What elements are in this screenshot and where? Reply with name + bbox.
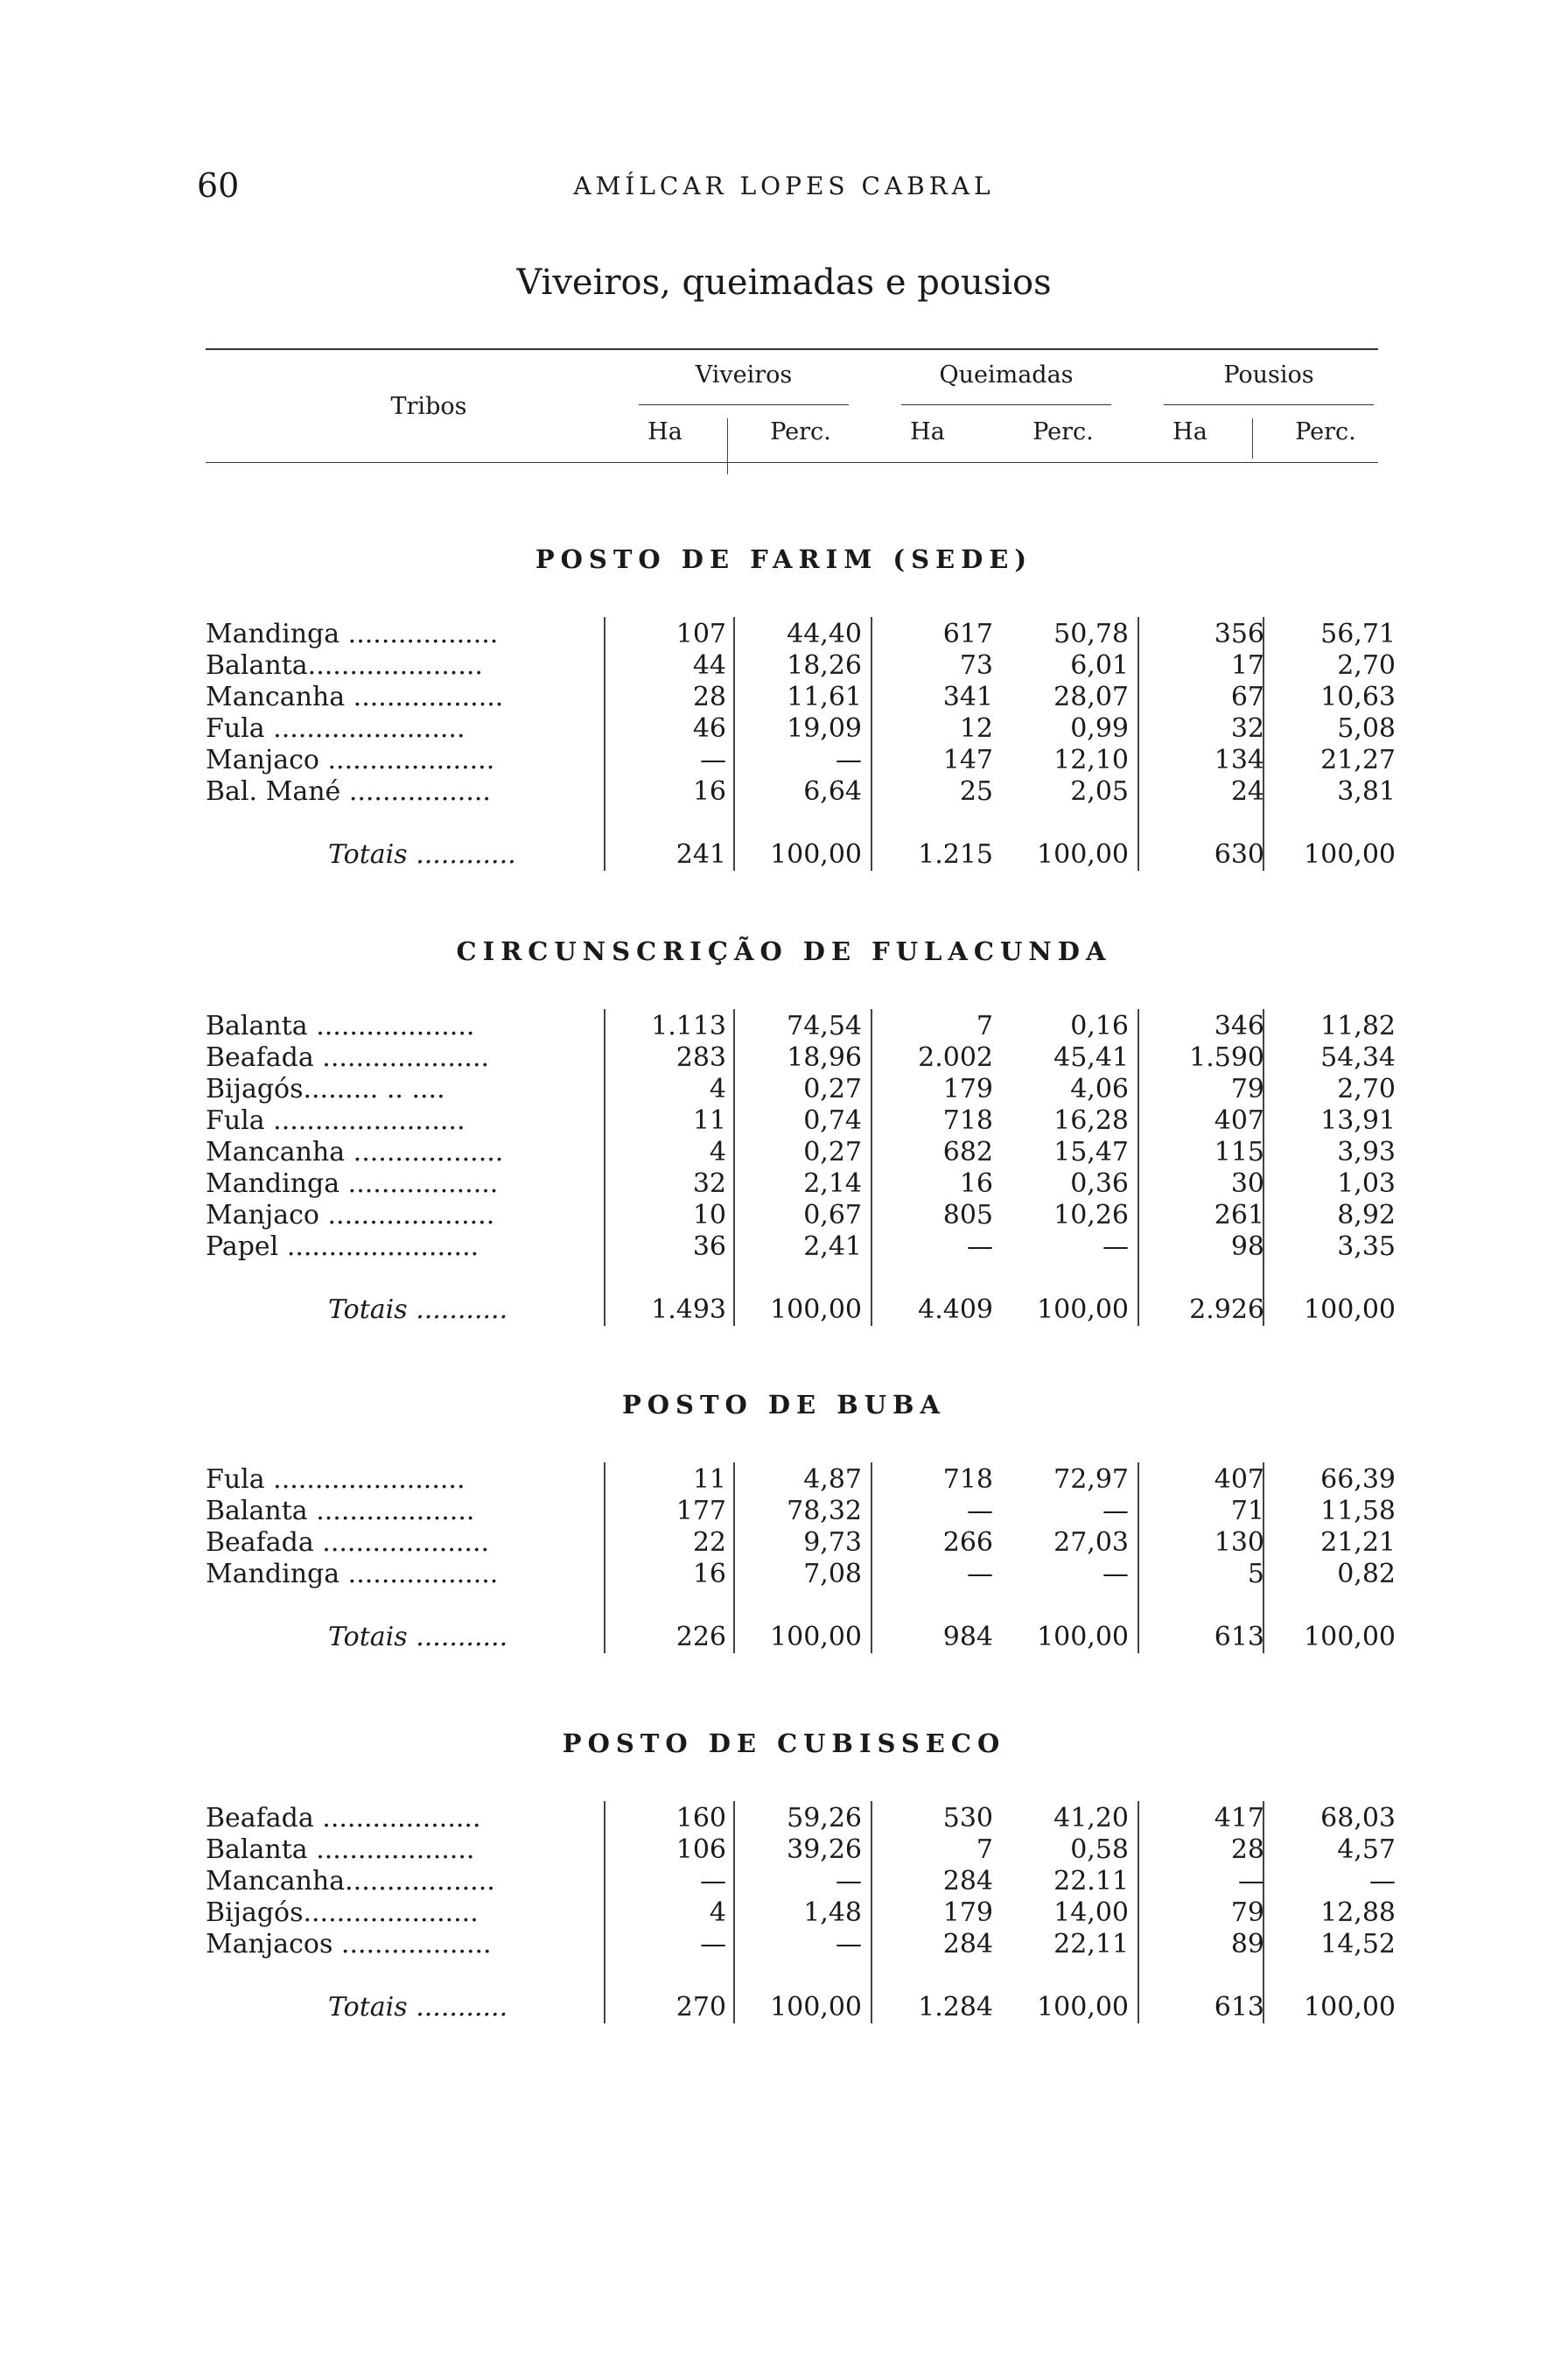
viveiros-perc-cell: 18,96 — [787, 1042, 862, 1073]
viveiros-perc-cell: 0,27 — [803, 1137, 862, 1167]
queimadas-ha-cell: 341 — [942, 682, 993, 712]
tribe-name-cell: Bal. Mané ................. — [206, 776, 491, 807]
pousios-perc-cell: 8,92 — [1337, 1200, 1396, 1231]
pousios-ha-cell: 130 — [1214, 1527, 1264, 1558]
table-title: Viveiros, queimadas e pousios — [516, 263, 1052, 303]
header-group-rule-viveiros — [639, 404, 849, 405]
pousios-perc-cell: 56,71 — [1320, 619, 1396, 649]
pousios-perc-cell: 11,82 — [1320, 1011, 1396, 1041]
queimadas-ha-cell: 25 — [959, 776, 993, 807]
table-row — [0, 1011, 1568, 1042]
column-divider — [733, 1801, 735, 2023]
tribe-name-cell: Mandinga .................. — [206, 1168, 499, 1199]
column-divider — [1138, 1801, 1139, 2023]
queimadas-perc-cell: — — [1102, 1231, 1129, 1262]
tribe-name-cell: Balanta ................... — [206, 1011, 475, 1041]
tribe-name-cell: Balanta ................... — [206, 1496, 475, 1526]
table-row — [0, 1074, 1568, 1105]
viveiros-perc-cell: 0,67 — [803, 1200, 862, 1231]
viveiros-ha-cell: 160 — [676, 1803, 726, 1834]
pousios-ha-cell: 417 — [1214, 1803, 1264, 1834]
viveiros-perc-cell: 9,73 — [803, 1527, 862, 1558]
tribe-name-cell: Mandinga .................. — [206, 1559, 499, 1589]
pousios-perc-cell: 2,70 — [1337, 1074, 1396, 1104]
queimadas-perc-cell: — — [1102, 1496, 1129, 1526]
header-bottom-rule — [206, 462, 1378, 463]
table-row — [0, 1137, 1568, 1168]
totals-label: Totais ........... — [328, 1992, 508, 2023]
viveiros-ha-cell: 10 — [692, 1200, 726, 1231]
section-title: POSTO DE BUBA — [621, 1390, 947, 1420]
column-divider — [871, 617, 872, 871]
header-divider-pousios — [1252, 418, 1253, 459]
pousios-ha-cell: 30 — [1230, 1168, 1264, 1199]
table-row — [0, 1866, 1568, 1897]
column-divider — [1263, 1801, 1264, 2023]
viveiros-perc-cell: 100,00 — [770, 1992, 862, 2023]
viveiros-perc-cell: 18,26 — [787, 650, 862, 681]
pousios-ha-cell: 71 — [1230, 1496, 1264, 1526]
queimadas-ha-cell: 1.284 — [918, 1992, 993, 2023]
column-divider — [1263, 617, 1264, 871]
queimadas-perc-cell: 22.11 — [1054, 1866, 1129, 1897]
queimadas-perc-cell: 0,16 — [1070, 1011, 1129, 1041]
queimadas-perc-cell: 2,05 — [1070, 776, 1129, 807]
pousios-ha-cell: 261 — [1214, 1200, 1264, 1231]
viveiros-ha-cell: 44 — [692, 650, 726, 681]
queimadas-ha-cell: 179 — [942, 1074, 993, 1104]
queimadas-ha-cell: — — [967, 1231, 993, 1262]
header-label-queimadas: Queimadas — [939, 361, 1074, 389]
pousios-perc-cell: 3,35 — [1337, 1231, 1396, 1262]
viveiros-ha-cell: 177 — [676, 1496, 726, 1526]
section-title: POSTO DE FARIM (SEDE) — [535, 544, 1033, 574]
tribe-name-cell: Beafada .................... — [206, 1042, 490, 1073]
queimadas-perc-cell: — — [1102, 1559, 1129, 1589]
table-row — [0, 745, 1568, 776]
table-row — [0, 650, 1568, 682]
queimadas-perc-cell: 100,00 — [1037, 1294, 1129, 1325]
header-perc-queimadas: Perc. — [1032, 418, 1094, 445]
pousios-ha-cell: 134 — [1214, 745, 1264, 775]
table-row — [0, 1803, 1568, 1834]
viveiros-ha-cell: 283 — [676, 1042, 726, 1073]
table-row — [0, 1559, 1568, 1590]
queimadas-perc-cell: 0,36 — [1070, 1168, 1129, 1199]
queimadas-ha-cell: 2.002 — [918, 1042, 993, 1073]
viveiros-ha-cell: 22 — [692, 1527, 726, 1558]
pousios-perc-cell: 66,39 — [1320, 1464, 1396, 1495]
viveiros-perc-cell: — — [836, 1866, 862, 1897]
viveiros-perc-cell: 6,64 — [803, 776, 862, 807]
pousios-perc-cell: 11,58 — [1320, 1496, 1396, 1526]
queimadas-ha-cell: 73 — [959, 650, 993, 681]
viveiros-ha-cell: 36 — [692, 1231, 726, 1262]
column-divider — [871, 1009, 872, 1326]
viveiros-perc-cell: 0,27 — [803, 1074, 862, 1104]
pousios-perc-cell: 54,34 — [1320, 1042, 1396, 1073]
viveiros-perc-cell: 74,54 — [787, 1011, 862, 1041]
queimadas-ha-cell: 284 — [942, 1929, 993, 1960]
tribe-name-cell: Manjacos .................. — [206, 1929, 492, 1960]
header-label-pousios: Pousios — [1223, 361, 1314, 389]
queimadas-perc-cell: 15,47 — [1054, 1137, 1129, 1167]
column-divider — [1263, 1009, 1264, 1326]
queimadas-perc-cell: 6,01 — [1070, 650, 1129, 681]
pousios-perc-cell: 1,03 — [1337, 1168, 1396, 1199]
queimadas-ha-cell: 984 — [942, 1622, 993, 1652]
tribe-name-cell: Mandinga .................. — [206, 619, 499, 649]
pousios-perc-cell: 100,00 — [1304, 1992, 1396, 2023]
column-divider — [871, 1462, 872, 1653]
pousios-ha-cell: 630 — [1214, 839, 1264, 870]
tribe-name-cell: Manjaco .................... — [206, 745, 495, 775]
queimadas-ha-cell: 7 — [976, 1011, 993, 1041]
viveiros-ha-cell: 4 — [709, 1897, 726, 1928]
pousios-perc-cell: 68,03 — [1320, 1803, 1396, 1834]
tribe-name-cell: Balanta..................... — [206, 650, 483, 681]
pousios-ha-cell: 356 — [1214, 619, 1264, 649]
tribe-name-cell: Fula ....................... — [206, 1105, 466, 1136]
pousios-perc-cell: 10,63 — [1320, 682, 1396, 712]
queimadas-ha-cell: 266 — [942, 1527, 993, 1558]
viveiros-ha-cell: 46 — [692, 713, 726, 744]
viveiros-ha-cell: 107 — [676, 619, 726, 649]
pousios-perc-cell: 13,91 — [1320, 1105, 1396, 1136]
tribe-name-cell: Balanta ................... — [206, 1834, 475, 1865]
queimadas-ha-cell: 284 — [942, 1866, 993, 1897]
viveiros-ha-cell: 1.113 — [651, 1011, 726, 1041]
pousios-perc-cell: 100,00 — [1304, 839, 1396, 870]
table-row — [0, 1527, 1568, 1559]
viveiros-perc-cell: 4,87 — [803, 1464, 862, 1495]
header-perc-pousios: Perc. — [1295, 418, 1356, 445]
viveiros-ha-cell: 16 — [692, 1559, 726, 1589]
table-row — [0, 1231, 1568, 1263]
viveiros-perc-cell: 11,61 — [787, 682, 862, 712]
header-perc-viveiros: Perc. — [770, 418, 831, 445]
queimadas-ha-cell: 147 — [942, 745, 993, 775]
viveiros-ha-cell: 241 — [676, 839, 726, 870]
tribe-name-cell: Fula ....................... — [206, 713, 466, 744]
pousios-perc-cell: 4,57 — [1337, 1834, 1396, 1865]
viveiros-perc-cell: — — [836, 1929, 862, 1960]
queimadas-perc-cell: 10,26 — [1054, 1200, 1129, 1231]
column-divider — [604, 617, 606, 871]
viveiros-perc-cell: 1,48 — [803, 1897, 862, 1928]
tribe-name-cell: Mancanha .................. — [206, 1137, 504, 1167]
table-row — [0, 776, 1568, 808]
queimadas-perc-cell: 0,58 — [1070, 1834, 1129, 1865]
pousios-ha-cell: 67 — [1230, 682, 1264, 712]
queimadas-ha-cell: 530 — [942, 1803, 993, 1834]
viveiros-ha-cell: — — [700, 1866, 726, 1897]
table-row — [0, 1897, 1568, 1929]
totals-row — [0, 839, 1568, 871]
pousios-ha-cell: 407 — [1214, 1464, 1264, 1495]
queimadas-ha-cell: 1.215 — [918, 839, 993, 870]
tribe-name-cell: Manjaco .................... — [206, 1200, 495, 1231]
header-divider-viveiros — [727, 418, 728, 474]
header-top-rule — [206, 348, 1378, 350]
pousios-perc-cell: 21,27 — [1320, 745, 1396, 775]
table-row — [0, 619, 1568, 650]
viveiros-perc-cell: 39,26 — [787, 1834, 862, 1865]
queimadas-perc-cell: 0,99 — [1070, 713, 1129, 744]
viveiros-ha-cell: 28 — [692, 682, 726, 712]
pousios-perc-cell: 3,93 — [1337, 1137, 1396, 1167]
column-divider — [604, 1009, 606, 1326]
viveiros-perc-cell: 2,14 — [803, 1168, 862, 1199]
queimadas-ha-cell: 16 — [959, 1168, 993, 1199]
queimadas-perc-cell: 41,20 — [1054, 1803, 1129, 1834]
pousios-ha-cell: 32 — [1230, 713, 1264, 744]
queimadas-ha-cell: 718 — [942, 1464, 993, 1495]
pousios-perc-cell: 100,00 — [1304, 1294, 1396, 1325]
table-row — [0, 1105, 1568, 1137]
pousios-ha-cell: 89 — [1230, 1929, 1264, 1960]
viveiros-perc-cell: 59,26 — [787, 1803, 862, 1834]
header-ha-viveiros: Ha — [648, 418, 682, 445]
pousios-ha-cell: 613 — [1214, 1622, 1264, 1652]
pousios-perc-cell: — — [1369, 1866, 1396, 1897]
queimadas-perc-cell: 45,41 — [1054, 1042, 1129, 1073]
viveiros-ha-cell: 11 — [692, 1464, 726, 1495]
viveiros-perc-cell: 100,00 — [770, 839, 862, 870]
viveiros-perc-cell: 7,08 — [803, 1559, 862, 1589]
column-divider — [871, 1801, 872, 2023]
column-divider — [733, 617, 735, 871]
pousios-ha-cell: 346 — [1214, 1011, 1264, 1041]
pousios-perc-cell: 3,81 — [1337, 776, 1396, 807]
queimadas-ha-cell: 682 — [942, 1137, 993, 1167]
queimadas-perc-cell: 12,10 — [1054, 745, 1129, 775]
pousios-ha-cell: 1.590 — [1189, 1042, 1264, 1073]
viveiros-ha-cell: 270 — [676, 1992, 726, 2023]
column-divider — [733, 1462, 735, 1653]
viveiros-ha-cell: — — [700, 1929, 726, 1960]
viveiros-ha-cell: 16 — [692, 776, 726, 807]
pousios-perc-cell: 21,21 — [1320, 1527, 1396, 1558]
column-divider — [1263, 1462, 1264, 1653]
viveiros-ha-cell: 106 — [676, 1834, 726, 1865]
pousios-ha-cell: 28 — [1230, 1834, 1264, 1865]
pousios-perc-cell: 0,82 — [1337, 1559, 1396, 1589]
viveiros-perc-cell: 0,74 — [803, 1105, 862, 1136]
queimadas-perc-cell: 100,00 — [1037, 839, 1129, 870]
tribe-name-cell: Bijagós..................... — [206, 1897, 479, 1928]
pousios-perc-cell: 2,70 — [1337, 650, 1396, 681]
viveiros-ha-cell: 4 — [709, 1137, 726, 1167]
pousios-ha-cell: 407 — [1214, 1105, 1264, 1136]
viveiros-ha-cell: 32 — [692, 1168, 726, 1199]
table-row — [0, 1929, 1568, 1960]
queimadas-ha-cell: 4.409 — [918, 1294, 993, 1325]
table-row — [0, 1834, 1568, 1866]
queimadas-ha-cell: 805 — [942, 1200, 993, 1231]
totals-row — [0, 1294, 1568, 1326]
table-row — [0, 1200, 1568, 1231]
viveiros-ha-cell: — — [700, 745, 726, 775]
totals-row — [0, 1622, 1568, 1653]
pousios-ha-cell: 79 — [1230, 1074, 1264, 1104]
header-ha-queimadas: Ha — [910, 418, 945, 445]
column-divider — [604, 1801, 606, 2023]
header-group-rule-queimadas — [901, 404, 1111, 405]
totals-label: Totais ............ — [328, 839, 516, 870]
queimadas-ha-cell: — — [967, 1496, 993, 1526]
section-title: CIRCUNSCRIÇÃO DE FULACUNDA — [456, 936, 1112, 966]
pousios-perc-cell: 14,52 — [1320, 1929, 1396, 1960]
queimadas-perc-cell: 72,97 — [1054, 1464, 1129, 1495]
viveiros-perc-cell: 78,32 — [787, 1496, 862, 1526]
viveiros-ha-cell: 1.493 — [651, 1294, 726, 1325]
queimadas-perc-cell: 4,06 — [1070, 1074, 1129, 1104]
queimadas-perc-cell: 28,07 — [1054, 682, 1129, 712]
pousios-ha-cell: 17 — [1230, 650, 1264, 681]
queimadas-perc-cell: 27,03 — [1054, 1527, 1129, 1558]
header-label-tribos: Tribos — [390, 393, 467, 420]
tribe-name-cell: Beafada ................... — [206, 1803, 481, 1834]
pousios-ha-cell: 24 — [1230, 776, 1264, 807]
viveiros-perc-cell: 100,00 — [770, 1294, 862, 1325]
header-group-rule-pousios — [1164, 404, 1374, 405]
totals-label: Totais ........... — [328, 1294, 508, 1325]
tribe-name-cell: Bijagós......... .. .... — [206, 1074, 445, 1104]
queimadas-perc-cell: 100,00 — [1037, 1992, 1129, 2023]
queimadas-ha-cell: — — [967, 1559, 993, 1589]
queimadas-perc-cell: 16,28 — [1054, 1105, 1129, 1136]
tribe-name-cell: Mancanha .................. — [206, 682, 504, 712]
tribe-name-cell: Mancanha.................. — [206, 1866, 495, 1897]
totals-label: Totais ........... — [328, 1622, 508, 1652]
pousios-ha-cell: 613 — [1214, 1992, 1264, 2023]
pousios-ha-cell: 79 — [1230, 1897, 1264, 1928]
tribe-name-cell: Papel ....................... — [206, 1231, 480, 1262]
totals-row — [0, 1992, 1568, 2023]
pousios-ha-cell: 5 — [1247, 1559, 1264, 1589]
viveiros-perc-cell: 44,40 — [787, 619, 862, 649]
header-ha-pousios: Ha — [1172, 418, 1208, 445]
column-divider — [733, 1009, 735, 1326]
viveiros-ha-cell: 11 — [692, 1105, 726, 1136]
column-divider — [604, 1462, 606, 1653]
section-title: POSTO DE CUBISSECO — [562, 1728, 1006, 1758]
column-divider — [1138, 1462, 1139, 1653]
column-divider — [1138, 617, 1139, 871]
queimadas-ha-cell: 718 — [942, 1105, 993, 1136]
pousios-perc-cell: 100,00 — [1304, 1622, 1396, 1652]
tribe-name-cell: Fula ....................... — [206, 1464, 466, 1495]
queimadas-perc-cell: 14,00 — [1054, 1897, 1129, 1928]
column-divider — [1138, 1009, 1139, 1326]
table-row — [0, 1464, 1568, 1496]
queimadas-perc-cell: 22,11 — [1054, 1929, 1129, 1960]
table-row — [0, 1042, 1568, 1074]
table-row — [0, 1168, 1568, 1200]
viveiros-ha-cell: 4 — [709, 1074, 726, 1104]
table-row — [0, 1496, 1568, 1527]
pousios-ha-cell: 98 — [1230, 1231, 1264, 1262]
pousios-perc-cell: 12,88 — [1320, 1897, 1396, 1928]
queimadas-ha-cell: 179 — [942, 1897, 993, 1928]
viveiros-perc-cell: 100,00 — [770, 1622, 862, 1652]
viveiros-perc-cell: 2,41 — [803, 1231, 862, 1262]
viveiros-ha-cell: 226 — [676, 1622, 726, 1652]
table-row — [0, 713, 1568, 745]
pousios-ha-cell: — — [1238, 1866, 1264, 1897]
pousios-perc-cell: 5,08 — [1337, 713, 1396, 744]
pousios-ha-cell: 2.926 — [1189, 1294, 1264, 1325]
queimadas-perc-cell: 100,00 — [1037, 1622, 1129, 1652]
pousios-ha-cell: 115 — [1214, 1137, 1264, 1167]
table-row — [0, 682, 1568, 713]
viveiros-perc-cell: — — [836, 745, 862, 775]
header-label-viveiros: Viveiros — [695, 361, 793, 389]
running-head: AMÍLCAR LOPES CABRAL — [573, 172, 995, 200]
page-number: 60 — [197, 166, 240, 205]
queimadas-perc-cell: 50,78 — [1054, 619, 1129, 649]
tribe-name-cell: Beafada .................... — [206, 1527, 490, 1558]
viveiros-perc-cell: 19,09 — [787, 713, 862, 744]
queimadas-ha-cell: 7 — [976, 1834, 993, 1865]
queimadas-ha-cell: 617 — [942, 619, 993, 649]
queimadas-ha-cell: 12 — [959, 713, 993, 744]
